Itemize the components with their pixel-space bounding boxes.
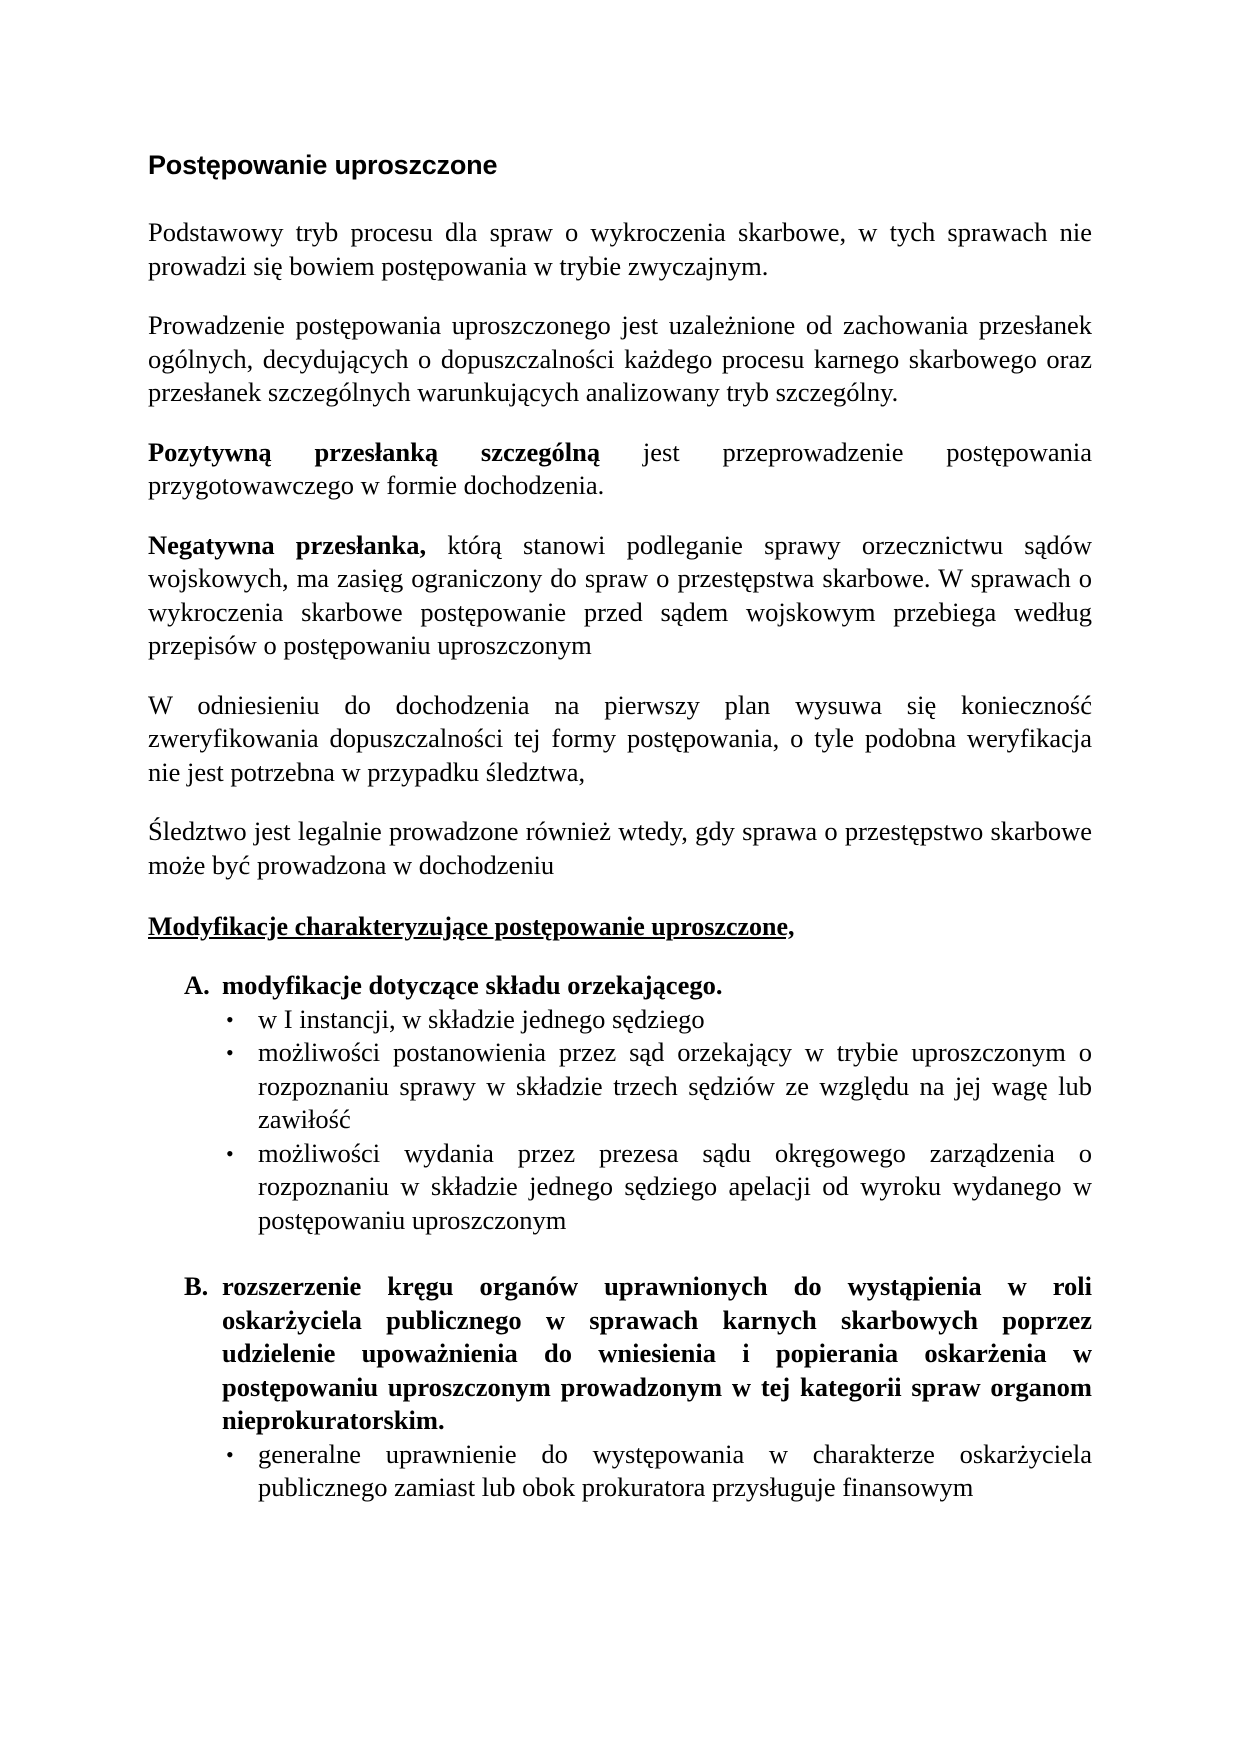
paragraph-text: Śledztwo jest legalnie prowadzone również wtedy, gdy sprawa o przestępstwo skarbowe może być prowadzona w dochodzeniu <box>148 816 1092 880</box>
section-heading: Modyfikacje charakteryzujące postępowanie uproszczone, <box>148 912 795 941</box>
list-item-text: generalne uprawnienie do występowania w charakterze oskarżyciela publicznego zamiast lub obok prokuratora przysługuje finansowym <box>258 1438 1092 1502</box>
list-item <box>148 1036 1092 1137</box>
list-item <box>148 1438 1092 1505</box>
paragraph-text: Podstawowy tryb procesu dla spraw o wykroczenia skarbowe, w tych sprawach nie prowadzi się bowiem postępowania w trybie zwyczajnym. <box>148 217 1092 281</box>
bullet-icon: • <box>226 1006 234 1032</box>
paragraph-text: którą stanowi podleganie sprawy orzecznictwu sądów wojskowych, ma zasięg ograniczony do spraw o przestępstwa skarbowe. W sprawach o wykroczenia skarbowe postępowanie przed sądem wojskowym przebiega według przepisów o postępowaniu uproszczonym <box>148 529 1092 660</box>
subsection-b-bullets <box>148 1438 1092 1505</box>
paragraph-6 <box>148 815 1092 882</box>
paragraph-text: Prowadzenie postępowania uproszczonego jest uzależnione od zachowania przesłanek ogólnych, decydujących o dopuszczalności każdego procesu karnego skarbowego oraz przesłanek szczególnych warunkujących analizowany tryb szczególny. <box>148 310 1092 407</box>
paragraph-5 <box>148 689 1092 790</box>
paragraph-4 <box>148 529 1092 663</box>
subsection-b-heading <box>148 1270 1092 1438</box>
document-content <box>148 145 1092 1505</box>
list-item-text: możliwości wydania przez prezesa sądu okręgowego zarządzenia o rozpoznaniu w składzie jednego sędziego apelacji od wyroku wydanego w postępowaniu uproszczonym <box>258 1137 1092 1235</box>
paragraph-text: W odniesieniu do dochodzenia na pierwszy plan wysuwa się konieczność zweryfikowania dopuszczalności tej formy postępowania, o tyle podobna weryfikacja nie jest potrzebna w przypadku śledztwa, <box>148 689 1092 787</box>
list-item-text: możliwości postanowienia przez sąd orzekający w trybie uproszczonym o rozpoznaniu sprawy w składzie trzech sędziów ze względu na jej wagę lub zawiłość <box>258 1037 1092 1134</box>
subsection-title: modyfikacje dotyczące składu orzekającego. <box>222 970 723 1000</box>
paragraph-2 <box>148 309 1092 410</box>
subsection-a-heading <box>148 969 1092 1003</box>
paragraph-bold-lead: Pozytywną przesłanką szczególną <box>148 436 601 467</box>
bullet-icon: • <box>226 1140 234 1166</box>
subsection-a-bullets <box>148 1003 1092 1238</box>
paragraph-3 <box>148 436 1092 503</box>
bullet-icon: • <box>226 1441 234 1467</box>
document-title: Postępowanie uproszczone <box>148 150 498 180</box>
subsection-title: rozszerzenie kręgu organów uprawnionych do wystąpienia w roli oskarżyciela publicznego w sprawach karnych skarbowych poprzez udzielenie upoważnienia do wniesienia i popierania oskarżenia w postępowaniu uproszczonym prowadzonym w tej kategorii spraw organom nieprokuratorskim. <box>222 1271 1092 1435</box>
list-item <box>148 1003 1092 1037</box>
list-item <box>148 1137 1092 1238</box>
paragraph-text: jest przeprowadzenie postępowania przygotowawczego w formie dochodzenia. <box>148 436 1092 500</box>
paragraph-bold-lead: Negatywna przesłanka, <box>148 529 427 560</box>
paragraph-1 <box>148 216 1092 283</box>
bullet-icon: • <box>226 1040 234 1065</box>
subsection-letter: A. <box>184 970 210 1000</box>
subsection-letter: B. <box>184 1271 209 1301</box>
list-item-text: w I instancji, w składzie jednego sędziego <box>258 1003 705 1034</box>
